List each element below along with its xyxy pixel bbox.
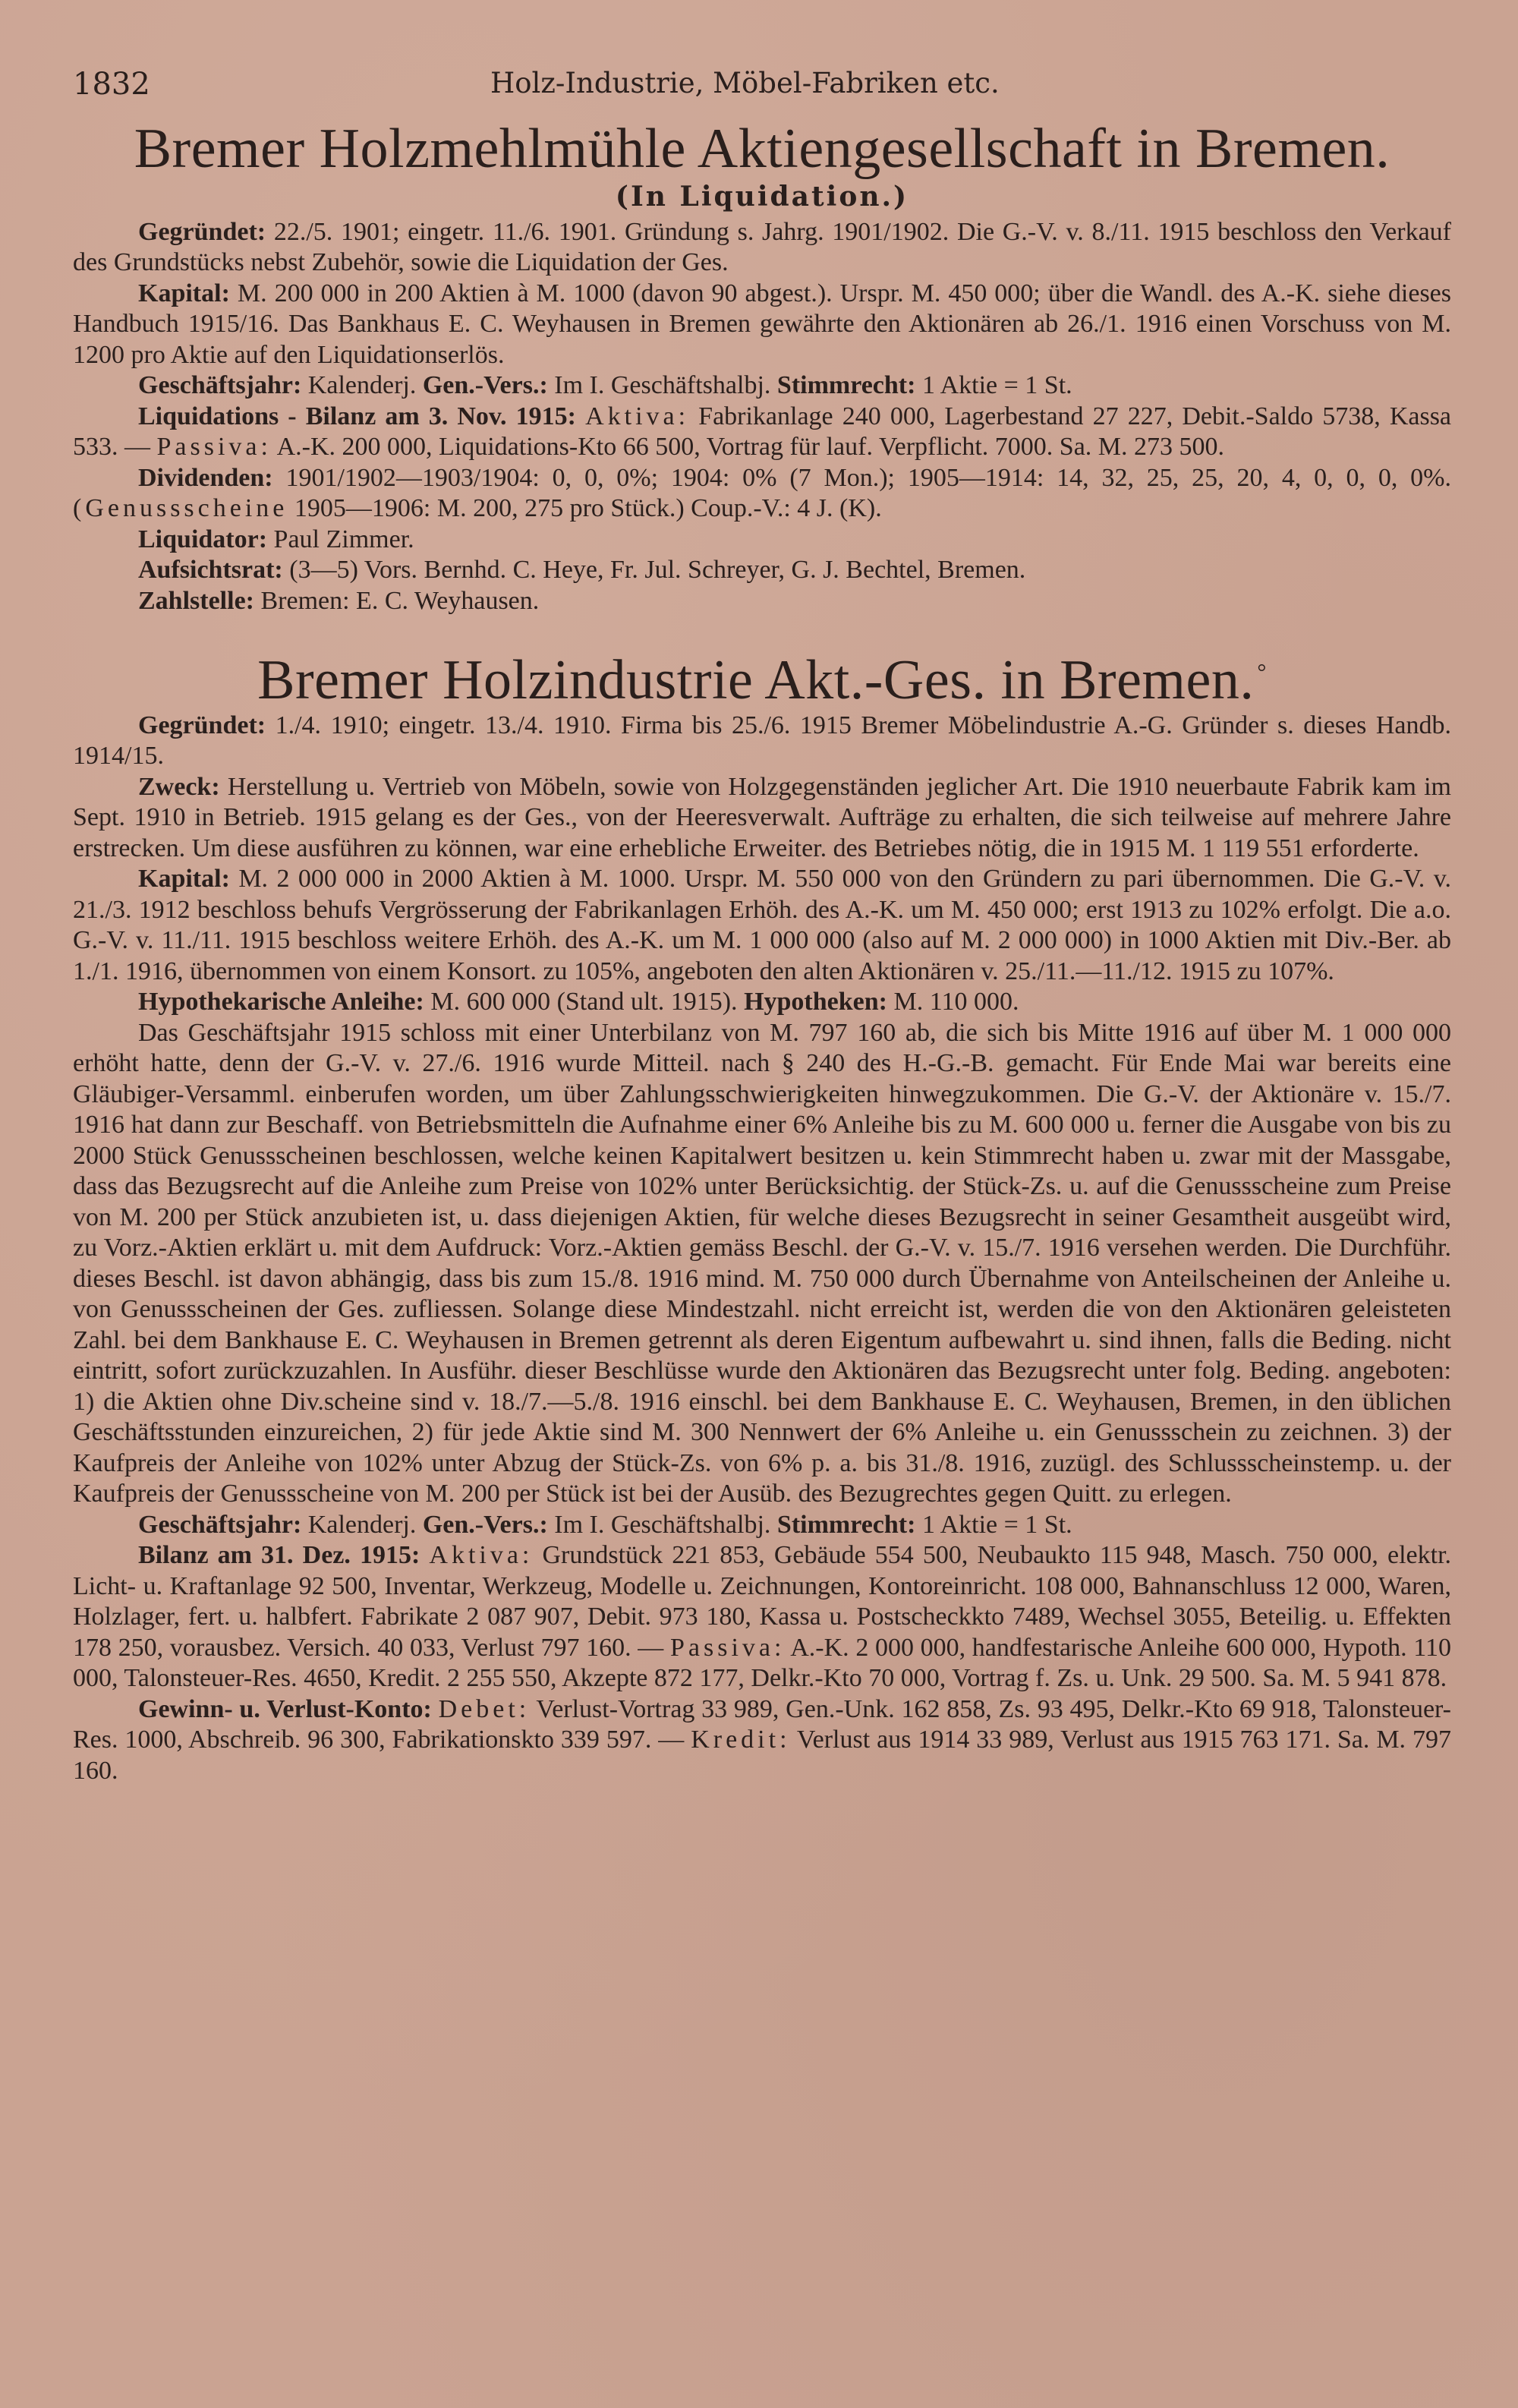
text-gegruendet: 22./5. 1901; eingetr. 11./6. 1901. Gründung s. Jahrg. 1901/1902. Die G.-V. v. 8./11. 1915 beschloss den Verkauf des Grundstücks nebst Zubehör, sowie die Liquidation der Ges.: [73, 217, 1451, 277]
text-zweck: Herstellung u. Vertrieb von Möbeln, sowie von Holzgegenständen jeglicher Art. Die 1910 neuerbaute Fabrik kam im Sept. 1910 in Betrieb. 1915 gelang es der Ges., von der Heeresverwalt. Aufträge zu erhalten, die sich teilweise auf mehrere Jahre erstrecken. Um diese ausführen zu können, war eine erhebliche Erweiter. des Betriebes nötig, die in 1915 M. 1 119 551 erforderte.: [73, 772, 1452, 862]
text-stimmrecht: 1 Aktie = 1 St.: [921, 371, 1072, 400]
label-bilanz: Liquidations - Bilanz am 3. Nov. 1915:: [138, 402, 576, 430]
company-entry-holzindustrie: [73, 651, 1451, 1786]
label-hypotheken: Hypotheken:: [744, 988, 887, 1016]
paragraph-geschaeftsjahr: [73, 1510, 1451, 1541]
text-debet: Verlust-Vortrag 33 989, Gen.-Unk. 162 858, Zs. 93 495, Delkr.-Kto 69 918, Talonsteuer-Res. 1000, Abschreib. 96 300, Fabrikationskto 339 597. —: [73, 1694, 1452, 1754]
page-number: 1832: [73, 67, 150, 102]
document-page: [73, 67, 1451, 1786]
paragraph-liquidator: [73, 525, 1451, 556]
label-passiva: Passiva:: [669, 1633, 786, 1662]
label-debet: Debet:: [438, 1694, 531, 1723]
text-kredit: Verlust aus 1914 33 989, Verlust aus 1915 763 171. Sa. M. 797 160.: [73, 1726, 1451, 1785]
paragraph-geschaeftsjahr: [73, 370, 1451, 402]
paragraph-zahlstelle: [73, 586, 1451, 617]
label-dividenden: Dividenden:: [138, 463, 273, 492]
label-stimmrecht: Stimmrecht:: [776, 371, 916, 400]
text-kapital: M. 2 000 000 in 2000 Aktien à M. 1000. Urspr. M. 550 000 von den Gründern zu pari übernommen. Die G.-V. v. 21./3. 1912 beschloss behufs Vergrösserung der Fabrikanlagen Erhöh. des A.-K. um M. 450 000; erst 1913 zu 102% erfolgt. Die a.o. G.-V. v. 11./11. 1915 beschloss weitere Erhöh. des A.-K. um M. 1 000 000 (also auf M. 2 000 000) in 1000 Aktien mit Div.-Ber. ab 1./1. 1916, übernommen von einem Konsort. zu 105%, angeboten den alten Aktionären v. 25./11.—11./12. 1915 zu 107%.: [73, 865, 1452, 985]
label-stimmrecht: Stimmrecht:: [776, 1510, 916, 1539]
label-anleihe: Hypothekarische Anleihe:: [138, 988, 424, 1016]
label-genussscheine: (Genussscheine: [73, 494, 288, 523]
text-passiva: A.-K. 200 000, Liquidations-Kto 66 500, Vortrag für lauf. Verpflicht. 7000. Sa. M. 273 500.: [276, 433, 1225, 462]
text-geschaeftsjahr: Kalenderj.: [307, 371, 417, 400]
text-dividenden: 1901/1902—1903/1904: 0, 0, 0%; 1904: 0% (7 Mon.); 1905—1914: 14, 32, 25, 25, 20, 4, 0, 0, 0, 0%.: [285, 463, 1452, 492]
label-genvers: Gen.-Vers.:: [422, 1510, 548, 1539]
text-kapital: M. 200 000 in 200 Aktien à M. 1000 (davon 90 abgest.). Urspr. M. 450 000; über die Wandl. des A.-K. siehe dieses Handbuch 1915/16. Das Bankhaus E. C. Weyhausen in Bremen gewährte den Aktionären ab 26./1. 1916 einen Vorschuss von M. 1200 pro Aktie auf den Liquidationserlös.: [73, 279, 1452, 369]
text-genussscheine: 1905—1906: M. 200, 275 pro Stück.) Coup.-V.: 4 J. (K).: [294, 494, 882, 523]
text-stimmrecht: 1 Aktie = 1 St.: [921, 1510, 1072, 1539]
ornament-icon: °: [1257, 659, 1267, 685]
text-genvers: Im I. Geschäftshalbj.: [554, 1510, 771, 1539]
label-kredit: Kredit:: [691, 1726, 791, 1754]
paragraph-gegruendet: [73, 711, 1451, 772]
label-aktiva: Aktiva:: [585, 402, 690, 430]
paragraph-gegruendet: [73, 217, 1451, 279]
paragraph-anleihe: [73, 987, 1451, 1018]
paragraph-zweck: [73, 772, 1451, 865]
text-aktiva: Grundstück 221 853, Gebäude 554 500, Neubaukto 115 948, Masch. 750 000, elektr. Licht- u. Kraftanlage 92 500, Inventar, Werkzeug, Modelle u. Zeichnungen, Kontoreinricht. 108 000, Bahnanschluss 12 000, Waren, Holzlager, fert. u. halbfert. Fabrikate 2 087 907, Debit. 973 180, Kassa u. Postscheckkto 7489, Wechsel 3055, Beteilig. u. Effekten 178 250, vorausbez. Versich. 40 033, Verlust 797 160. —: [73, 1541, 1452, 1662]
company-title: [73, 651, 1451, 711]
paragraph-kapital: [73, 279, 1451, 371]
label-gegruendet: Gegründet:: [138, 217, 266, 246]
label-genvers: Gen.-Vers.:: [422, 371, 548, 400]
label-kapital: Kapital:: [138, 279, 230, 307]
company-subtitle: (In Liquidation.): [615, 180, 909, 213]
company-title: Bremer Holzmehlmühle Aktiengesellschaft in Bremen.: [134, 118, 1390, 180]
company-entry-holzmehlmuehle: [73, 120, 1451, 616]
label-aufsichtsrat: Aufsichtsrat:: [138, 556, 283, 585]
paragraph-aufsichtsrat: [73, 555, 1451, 586]
label-zahlstelle: Zahlstelle:: [138, 586, 254, 615]
text-aktiva: Fabrikanlage 240 000, Lagerbestand 27 227, Debit.-Saldo 5738, Kassa 533. —: [73, 402, 1452, 462]
paragraph-bilanz: [73, 1540, 1451, 1694]
paragraph-kapital: [73, 864, 1451, 987]
paragraph-geschaeftsjahr-1915: Das Geschäftsjahr 1915 schloss mit einer Unterbilanz von M. 797 160 ab, die sich bis Mitte 1916 auf über M. 1 000 000 erhöht hatte, denn der G.-V. v. 27./6. 1916 wurde Mitteil. nach § 240 des H.-G.-B. gemacht. Für Ende Mai war bereits eine Gläubiger-Versamml. einberufen worden, um über Zahlungsschwierigkeiten hinwegzukommen. Die G.-V. der Aktionäre v. 15./7. 1916 hat dann zur Beschaff. von Betriebsmitteln die Aufnahme einer 6% Anleihe bis zu M. 600 000 u. ferner die Ausgabe von bis zu 2000 Stück Genussscheinen beschlossen, welche keinen Kapitalwert besitzen u. kein Stimmrecht haben u. zwar mit der Massgabe, dass das Bezugsrecht auf die Anleihe zum Preise von 102% unter Berücksichtig. der Stück-Zs. u. auf die Genussscheine zum Preise von M. 200 per Stück anzubieten ist, u. dass diejenigen Aktien, für welche dieses Bezugsrecht in seiner Gesamtheit ausgeübt wird, zu Vorz.-Aktien erklärt u. mit dem Aufdruck: Vorz.-Aktien gemäss Beschl. der G.-V. v. 15./7. 1916 versehen werden. Die Durchführ. dieses Beschl. ist davon abhängig, dass bis zum 15./8. 1916 mind. M. 750 000 durch Übernahme von Anteilscheinen der Anleihe u. von Genussscheinen der Ges. zufliessen. Solange diese Mindestzahl. nicht erreicht ist, werden die von den Aktionären geleisteten Zahl. bei dem Bankhause E. C. Weyhausen in Bremen getrennt als deren Eigentum aufbewahrt u. sind ihnen, falls die Beding. nicht eintritt, sofort zurückzuzahlen. In Ausführ. dieser Beschlüsse wurde den Aktionären das Bezugsrecht unter folg. Beding. angeboten: 1) die Aktien ohne Div.scheine sind v. 18./7.—5./8. 1916 einschl. bei dem Bankhause E. C. Weyhausen, Bremen, in den üblichen Geschäftsstunden einzureichen, 2) für jede Aktie sind M. 300 Nennwert der 6% Anleihe u. ein Genussschein zu zeichnen. 3) der Kaufpreis der Anleihe von 102% unter Abzug der Stück-Zs. von 6% p. a. bis 31./8. 1916, zuzügl. des Schlussscheinstemp. u. der Kaufpreis der Genussscheine von M. 200 per Stück ist bei der Ausüb. des Bezugrechtes gegen Quitt. zu erlegen.: [73, 1018, 1451, 1508]
label-passiva: Passiva:: [156, 433, 272, 462]
label-geschaeftsjahr: Geschäftsjahr:: [138, 1510, 302, 1539]
label-zweck: Zweck:: [138, 772, 220, 801]
paragraph-bilanz: [73, 402, 1451, 463]
label-liquidator: Liquidator:: [138, 525, 268, 553]
text-anleihe: M. 600 000 (Stand ult. 1915).: [430, 988, 738, 1016]
label-geschaeftsjahr: Geschäftsjahr:: [138, 371, 302, 400]
label-bilanz: Bilanz am 31. Dez. 1915:: [138, 1541, 420, 1570]
text-liquidator: Paul Zimmer.: [273, 525, 414, 553]
text-passiva: A.-K. 2 000 000, handfestarische Anleihe 600 000, Hypoth. 110 000, Talonsteuer-Res. 4650, Kredit. 2 255 550, Akzepte 872 177, Delkr.-Kto 70 000, Vortrag f. Zs. u. Unk. 29 500. Sa. M. 5 941 878.: [73, 1633, 1452, 1693]
paragraph-gewinn-verlust: [73, 1694, 1451, 1787]
label-gewinn-verlust: Gewinn- u. Verlust-Konto:: [138, 1694, 432, 1723]
label-gegruendet: Gegründet:: [138, 711, 266, 739]
text-zahlstelle: Bremen: E. C. Weyhausen.: [260, 586, 540, 615]
company-title-text: Bremer Holzindustrie Akt.-Ges. in Bremen.: [257, 649, 1255, 712]
text-genvers: Im I. Geschäftshalbj.: [554, 371, 771, 400]
text-hypotheken: M. 110 000.: [893, 988, 1019, 1016]
label-kapital: Kapital:: [138, 865, 230, 894]
label-aktiva: Aktiva:: [429, 1541, 534, 1570]
paragraph-dividenden: [73, 463, 1451, 525]
text-gegruendet: 1./4. 1910; eingetr. 13./4. 1910. Firma bis 25./6. 1915 Bremer Möbelindustrie A.-G. Gründer s. dieses Handb. 1914/15.: [73, 711, 1451, 771]
running-head: Holz-Industrie, Möbel-Fabriken etc.: [490, 67, 1000, 99]
page-header: [73, 67, 1451, 120]
text-geschaeftsjahr: Kalenderj.: [307, 1510, 417, 1539]
text-aufsichtsrat: (3—5) Vors. Bernhd. C. Heye, Fr. Jul. Schreyer, G. J. Bechtel, Bremen.: [289, 556, 1026, 585]
